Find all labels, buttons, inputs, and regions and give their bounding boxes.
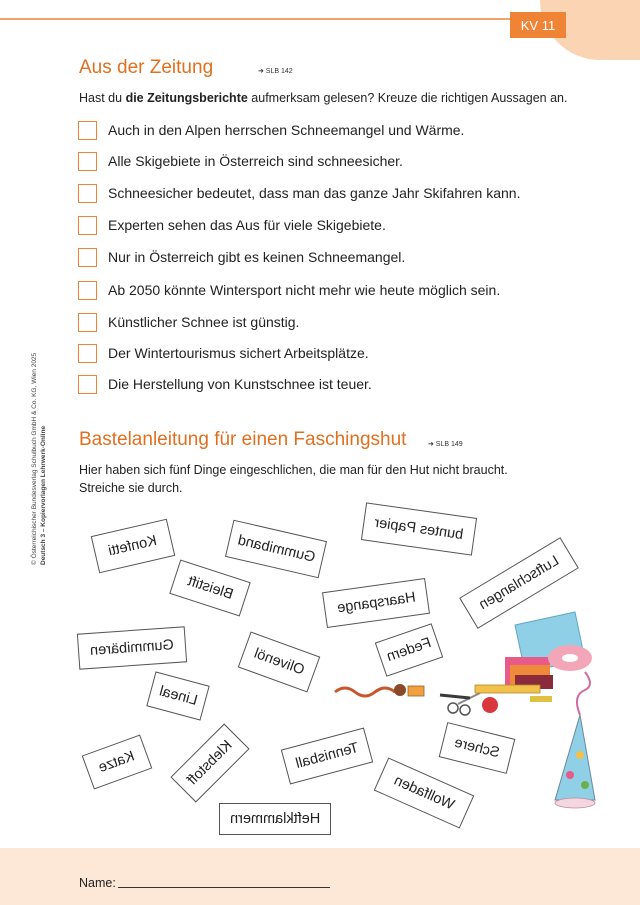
answer-checkbox[interactable] [78,313,97,332]
statement-item[interactable] [78,279,500,301]
name-label: Name: [79,876,116,890]
statement-text: Nur in Österreich gibt es keinen Schneemangel. [108,249,406,265]
word-card[interactable]: Schere [439,722,516,774]
word-card[interactable]: Olivenöl [238,631,321,692]
statement-text: Der Wintertourismus sichert Arbeitsplätze. [108,345,369,361]
statement-text: Ab 2050 könnte Wintersport nicht mehr wie heute möglich sein. [108,282,501,298]
word-card[interactable]: Bleistift [169,559,251,616]
statement-item[interactable] [78,214,386,236]
word-card[interactable]: Klebstoff [170,723,249,802]
tape-roll-icon [548,645,592,671]
answer-checkbox[interactable] [78,184,97,203]
answer-checkbox[interactable] [78,281,97,300]
copyright-line: © Österreichischer Bundesverlag Schulbuch GmbH & Co. KG, Wien 2025 [31,352,38,565]
statement-item[interactable] [78,373,372,395]
section-instructions: Hier haben sich fünf Dinge eingeschlichen, die man für den Hut nicht braucht. Streiche sie durch. [79,463,508,495]
section-instructions: Hast du die Zeitungsberichte aufmerksam gelesen? Kreuze die richtigen Aussagen an. [79,91,568,105]
answer-checkbox[interactable] [78,248,97,267]
copyright-credit [30,353,48,565]
statement-item[interactable] [78,182,520,204]
statement-text: Experten sehen das Aus für viele Skigebiete. [108,217,386,233]
statement-text: Schneesicher bedeutet, dass man das ganze Jahr Skifahren kann. [108,185,521,201]
header-rule [0,18,530,20]
word-card[interactable]: Haarspange [322,578,430,628]
series-line: Deutsch 3 – Kopiervorlagen Lehrwerk-Online [40,425,47,565]
statement-text: Künstlicher Schnee ist günstig. [108,314,300,330]
word-card[interactable]: Federn [375,623,443,677]
section-title-faschingshut: Bastelanleitung für einen Faschingshut [79,429,407,450]
statement-item[interactable] [78,311,299,333]
word-card[interactable]: buntes Papier [361,502,477,555]
answer-checkbox[interactable] [78,344,97,363]
answer-checkbox[interactable] [78,375,97,394]
answer-checkbox[interactable] [78,216,97,235]
statement-item[interactable] [78,119,464,141]
statement-item[interactable] [78,150,403,172]
reference-label: ➜ SLB 142 [258,68,293,75]
word-card[interactable]: Heftklammern [219,803,331,835]
pencil-icon [440,695,470,698]
statement-text: Alle Skigebiete in Österreich sind schneesicher. [108,153,403,169]
craft-supplies-illustration [330,600,630,810]
glue-tube-icon [530,696,552,702]
answer-checkbox[interactable] [78,121,97,140]
ribbon-icon [335,684,406,696]
party-hat-icon [555,672,595,808]
word-card[interactable]: Konfetti [91,519,176,574]
name-field[interactable] [118,887,330,888]
word-card[interactable]: Luftschlangen [459,537,579,629]
reference-label: ➜ SLB 149 [428,441,463,448]
word-card[interactable]: Tennisball [281,727,373,784]
statement-text: Auch in den Alpen herrschen Schneemangel und Wärme. [108,122,465,138]
yarn-ball-icon [482,697,498,713]
section-title-zeitung: Aus der Zeitung [79,57,214,78]
statement-text: Die Herstellung von Kunstschnee ist teuer. [108,376,372,392]
word-card[interactable]: Gummiband [225,520,327,579]
answer-checkbox[interactable] [78,152,97,171]
page-badge: KV 11 [510,12,566,38]
ruler-icon [475,685,540,693]
word-card[interactable]: Katze [82,734,153,789]
word-card[interactable]: Wollfaden [374,757,475,828]
word-card[interactable]: Gummibären [77,626,187,669]
clip-icon [408,686,424,696]
statement-item[interactable] [78,342,369,364]
statement-item[interactable] [78,246,405,268]
word-card[interactable]: Lineal [146,671,209,720]
paper-stack-icon [505,657,553,689]
